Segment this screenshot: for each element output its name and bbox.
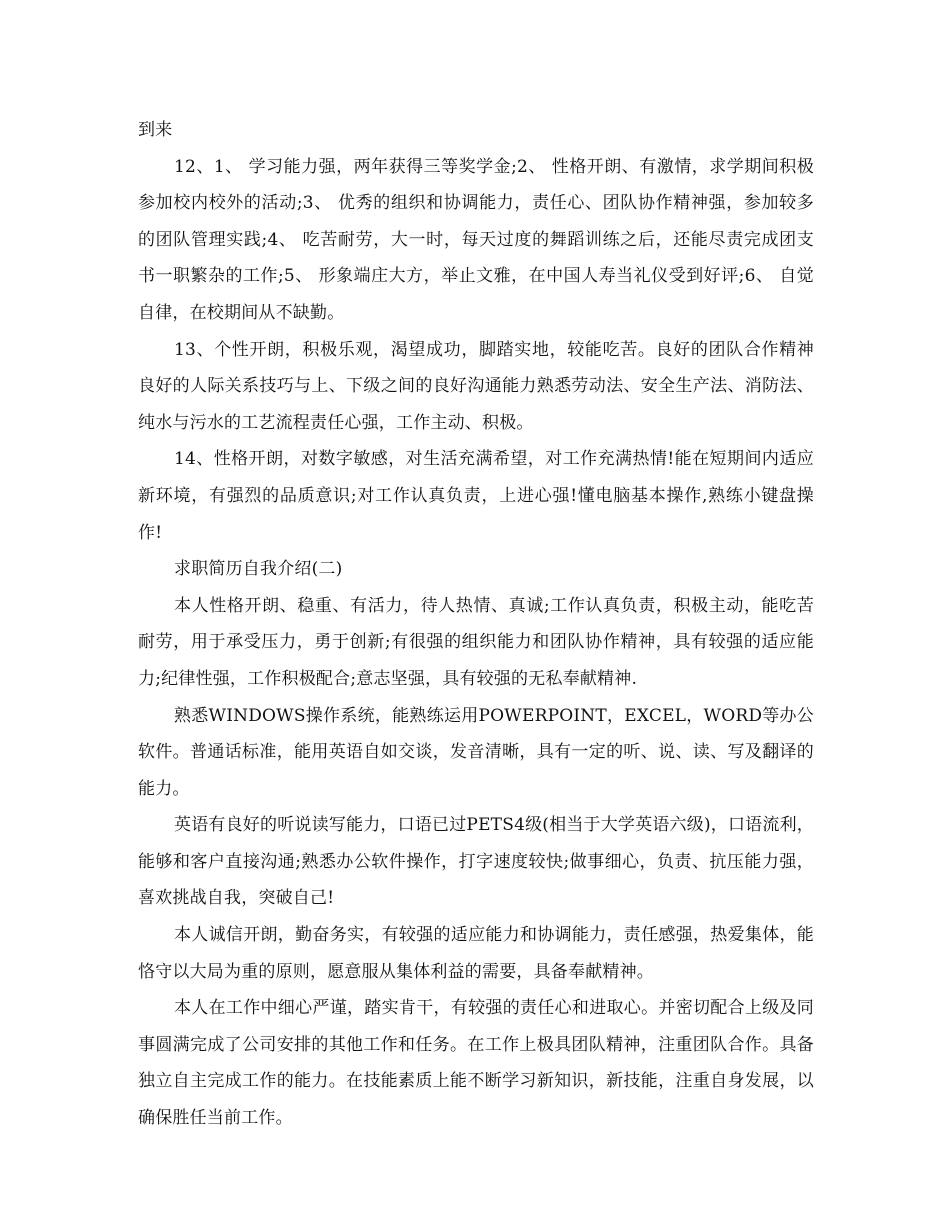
document-body	[138, 112, 814, 1137]
paragraph-item-12: 12、1、 学习能力强，两年获得三等奖学金;2、 性格开朗、有激情，求学期间积极参加校内校外的活动;3、 优秀的组织和协调能力，责任心、团队协作精神强，参加较多的团队管理实践;4、 吃苦耐劳，大一时，每天过度的舞蹈训练之后，还能尽责完成团支书一职繁杂的工作;5、 形象端庄大方，举止文雅，在中国人寿当礼仪受到好评;6、 自觉自律，在校期间从不缺勤。	[138, 156, 814, 323]
paragraph-work-attitude: 本人在工作中细心严谨，踏实肯干，有较强的责任心和进取心。并密切配合上级及同事圆满完成了公司安排的其他工作和任务。在工作上极具团队精神，注重团队合作。具备独立自主完成工作的能力。在技能素质上能不断学习新知识，新技能，注重自身发展，以确保胜任当前工作。	[138, 998, 814, 1129]
paragraph-software-skills: 熟悉WINDOWS操作系统，能熟练运用POWERPOINT，EXCEL，WORD等办公软件。普通话标准，能用英语自如交谈，发音清晰，具有一定的听、说、读、写及翻译的能力。	[138, 705, 814, 799]
paragraph-continuation: 到来	[138, 120, 173, 140]
paragraph-personality: 本人性格开朗、稳重、有活力，待人热情、真诚;工作认真负责，积极主动，能吃苦耐劳，用于承受压力，勇于创新;有很强的组织能力和团队协作精神，具有较强的适应能力;纪律性强，工作积极配合;意志坚强，具有较强的无私奉献精神.	[138, 595, 814, 689]
paragraph-english-skills: 英语有良好的听说读写能力，口语已过PETS4级(相当于大学英语六级)，口语流利，能够和客户直接沟通;熟悉办公软件操作，打字速度较快;做事细心，负责、抗压能力强，喜欢挑战自我，突破自己!	[138, 815, 814, 909]
section-heading: 求职简历自我介绍(二)	[174, 559, 343, 580]
paragraph-item-13: 13、个性开朗，积极乐观，渴望成功，脚踏实地，较能吃苦。良好的团队合作精神良好的人际关系技巧与上、下级之间的良好沟通能力熟悉劳动法、安全生产法、消防法、纯水与污水的工艺流程责任心强，工作主动、积极。	[138, 339, 814, 433]
paragraph-item-14: 14、性格开朗，对数字敏感，对生活充满希望，对工作充满热情!能在短期间内适应新环境，有强烈的品质意识;对工作认真负责，上进心强!懂电脑基本操作,熟练小键盘操作!	[138, 449, 814, 543]
paragraph-integrity: 本人诚信开朗，勤奋务实，有较强的适应能力和协调能力，责任感强，热爱集体，能恪守以大局为重的原则，愿意服从集体利益的需要，具备奉献精神。	[138, 925, 814, 982]
